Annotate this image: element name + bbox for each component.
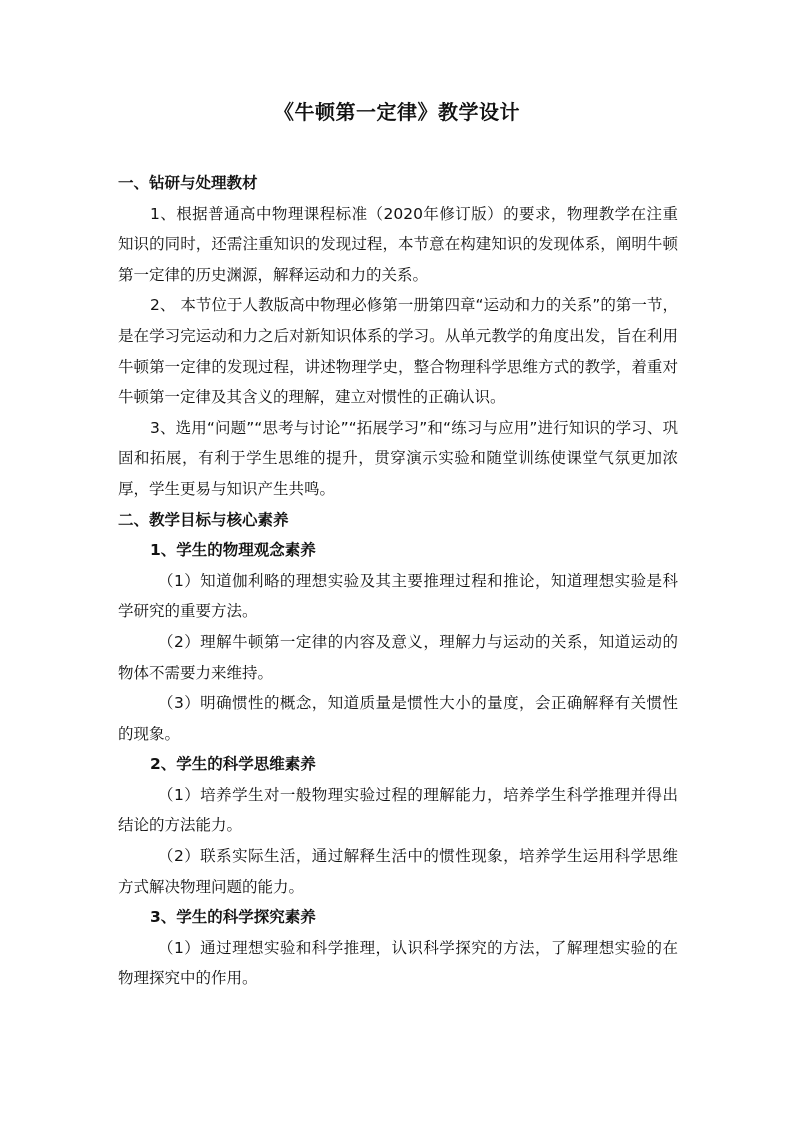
subsection-3-heading: 3、学生的科学探究素养	[150, 908, 316, 927]
subsection-2-item: （1）培养学生对一般物理实验过程的理解能力，培养学生科学推理并得出结论的方法能力。	[118, 785, 678, 835]
subsection-3-item: （1）通过理想实验和科学推理，认识科学探究的方法，了解理想实验的在物理探究中的作用。	[118, 938, 678, 988]
section-1-heading: 一、钻研与处理教材	[118, 174, 258, 192]
document-body	[118, 168, 678, 994]
section-1-paragraph-2: 2、 本节位于人教版高中物理必修第一册第四章“运动和力的关系”的第一节，是在学习完运动和力之后对新知识体系的学习。从单元教学的角度出发，旨在利用牛顿第一定律的发现过程，讲述物理学史，整合物理科学思维方式的教学，着重对牛顿第一定律及其含义的理解，建立对惯性的正确认识。	[118, 296, 678, 407]
section-2-heading: 二、教学目标与核心素养	[118, 510, 289, 529]
subsection-1-item: （1）知道伽利略的理想实验及其主要推理过程和推论，知道理想实验是科学研究的重要方法。	[118, 571, 678, 621]
subsection-2-item: （2）联系实际生活，通过解释生活中的惯性现象，培养学生运用科学思维方式解决物理问题的能力。	[118, 847, 678, 896]
subsection-1-item: （3）明确惯性的概念，知道质量是惯性大小的量度，会正确解释有关惯性的现象。	[118, 694, 678, 743]
subsection-1-item: （2）理解牛顿第一定律的内容及意义，理解力与运动的关系，知道运动的物体不需要力来维持。	[118, 632, 678, 682]
subsection-2-heading: 2、学生的科学思维素养	[150, 755, 316, 774]
section-1-paragraph-1: 1、根据普通高中物理课程标准（2020年修订版）的要求，物理教学在注重知识的同时，还需注重知识的发现过程，本节意在构建知识的发现体系，阐明牛顿第一定律的历史渊源，解释运动和力的关系。	[118, 204, 678, 284]
subsection-1-heading: 1、学生的物理观念素养	[150, 541, 316, 560]
document-title: 《牛顿第一定律》教学设计	[274, 100, 520, 124]
section-1-paragraph-3: 3、选用“问题”“思考与讨论”“拓展学习”和“练习与应用”进行知识的学习、巩固和拓展，有利于学生思维的提升，贯穿演示实验和随堂训练使课堂气氛更加浓厚，学生更易与知识产生共鸣。	[118, 418, 678, 498]
